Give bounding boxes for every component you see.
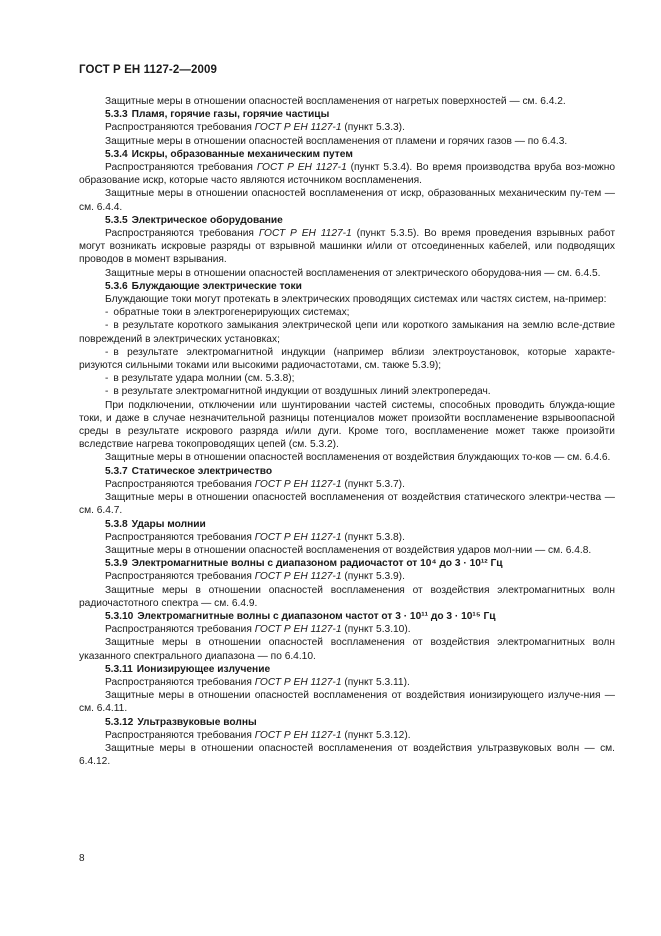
- section-number: 5.3.7: [105, 465, 128, 477]
- list-item: [79, 385, 615, 398]
- paragraph-text: Распространяются требования: [105, 531, 255, 543]
- paragraph: [79, 451, 615, 464]
- list-item-text: в результате удара молнии (см. 5.3.8);: [113, 373, 295, 385]
- standard-reference: ГОСТ Р ЕН 1127-1: [254, 478, 342, 490]
- paragraph-text: Защитные меры в отношении опасностей воспламенения от воздействия ультразвуковых волн — см. 6.4.12.: [79, 742, 615, 768]
- paragraph: [79, 689, 615, 715]
- section-title: Удары молнии: [131, 518, 206, 530]
- section-heading: [79, 108, 615, 121]
- standard-reference: ГОСТ Р ЕН 1127-1: [254, 122, 342, 134]
- section-heading: [79, 663, 615, 676]
- paragraph-text: Распространяются требования: [105, 122, 255, 134]
- paragraph: [79, 293, 615, 306]
- paragraph-text: Защитные меры в отношении опасностей воспламенения от воздействия ионизирующего излуче-ния — см. 6.4.11.: [79, 690, 615, 715]
- section-heading: [79, 716, 615, 729]
- list-item-text: в результате электромагнитной индукции (например вблизи электроустановок, которые характе-ризуются сильными токами или высокими радиочастотами, см. также 5.3.9);: [79, 346, 615, 372]
- paragraph: [79, 267, 615, 280]
- paragraph: [79, 742, 615, 768]
- standard-reference: ГОСТ Р ЕН 1127-1: [254, 729, 342, 741]
- paragraph-text: Распространяются требования: [105, 624, 255, 636]
- section-heading: [79, 518, 615, 531]
- paragraph: [79, 676, 615, 689]
- list-item-text: в результате электромагнитной индукции от воздушных линий электропередач.: [113, 386, 491, 398]
- standard-reference: ГОСТ Р ЕН 1127-1: [256, 162, 347, 174]
- section-heading: [79, 610, 615, 623]
- paragraph-text: Распространяются требования: [105, 571, 255, 583]
- section-title: Пламя, горячие газы, горячие частицы: [131, 109, 330, 121]
- paragraph-text: (пункт 5.3.4). Во время производства вруба воз-можно образование искр, которые часто являются источником воспламенения.: [79, 162, 616, 187]
- standard-reference: ГОСТ Р ЕН 1127-1: [254, 571, 342, 583]
- list-item: [79, 306, 615, 319]
- list-item: [79, 319, 615, 345]
- list-dash: -: [105, 373, 109, 385]
- section-heading: [79, 214, 615, 227]
- paragraph-text: Защитные меры в отношении опасностей воспламенения от воздействия ударов мол-нии — см. 6.4.8.: [105, 544, 592, 556]
- paragraph-text: Защитные меры в отношении опасностей воспламенения от воздействия электромагнитных волн указанного спектрального диапазона — по 6.4.10.: [79, 637, 615, 662]
- section-heading: [79, 557, 615, 570]
- paragraph: [79, 729, 615, 742]
- section-number: 5.3.3: [105, 109, 128, 121]
- list-dash: -: [105, 346, 109, 358]
- paragraph-text: Распространяются требования: [105, 478, 255, 490]
- section-title: Искры, образованные механическим путем: [131, 148, 353, 160]
- list-item: [79, 346, 615, 372]
- paragraph: [79, 187, 615, 213]
- paragraph-text: (пункт 5.3.7).: [341, 478, 405, 490]
- section-heading: [79, 148, 615, 161]
- paragraph: [79, 544, 615, 557]
- paragraph-text: Защитные меры в отношении опасностей воспламенения от пламени и горячих газов — по 6.4.3.: [105, 135, 568, 147]
- paragraph-text: (пункт 5.3.10).: [341, 624, 411, 636]
- paragraph: [79, 95, 615, 108]
- standard-reference: ГОСТ Р ЕН 1127-1: [258, 228, 352, 240]
- paragraph-text: Защитные меры в отношении опасностей воспламенения от искр, образованных механическим пу-тем — см. 6.4.4.: [79, 188, 615, 213]
- list-dash: -: [105, 307, 109, 319]
- paragraph-text: Распространяются требования: [105, 162, 257, 174]
- section-title: Ультразвуковые волны: [137, 716, 257, 728]
- paragraph: [79, 584, 615, 610]
- document-body: [79, 95, 615, 768]
- section-number: 5.3.5: [105, 214, 128, 226]
- paragraph: [79, 478, 615, 491]
- paragraph: [79, 491, 615, 517]
- list-item-text: обратные токи в электрогенерирующих системах;: [113, 307, 350, 319]
- paragraph-text: При подключении, отключении или шунтировании частей системы, способных проводить блужда-ющие токи, и даже в случае незначительной разницы потенциалов может произойти воспламенение взрывоопасной среды в результате искрового разряда и/или дуги. Кроме того, воспламенение может также произойти вследствие нагрева токопроводящих цепей (см. 5.3.2).: [79, 399, 615, 451]
- paragraph-text: (пункт 5.3.9).: [341, 571, 405, 583]
- section-title: Электрическое оборудование: [131, 214, 283, 226]
- list-dash: -: [105, 320, 109, 332]
- standard-reference: ГОСТ Р ЕН 1127-1: [254, 676, 342, 688]
- paragraph: [79, 121, 615, 134]
- page-number: 8: [79, 853, 85, 864]
- section-number: 5.3.12: [105, 716, 134, 728]
- paragraph: [79, 570, 615, 583]
- section-title: Ионизирующее излучение: [136, 663, 271, 675]
- section-heading: [79, 465, 615, 478]
- list-dash: -: [105, 386, 109, 398]
- document-header: ГОСТ Р ЕН 1127-2—2009: [79, 64, 217, 76]
- section-number: 5.3.8: [105, 518, 128, 530]
- section-title: Статическое электричество: [131, 465, 273, 477]
- list-item-text: в результате короткого замыкания электрической цепи или короткого замыкания на землю вслe-дствие повреждений в электрических установках;: [79, 320, 615, 345]
- standard-reference: ГОСТ Р ЕН 1127-1: [254, 531, 342, 543]
- paragraph-text: Защитные меры в отношении опасностей воспламенения от воздействия блуждающих то-ков — см. 6.4.6.: [105, 452, 611, 464]
- standard-reference: ГОСТ Р ЕН 1127-1: [254, 624, 342, 636]
- list-item: [79, 372, 615, 385]
- section-number: 5.3.10: [105, 610, 134, 622]
- paragraph-text: Распространяются требования: [105, 228, 259, 240]
- section-number: 5.3.11: [105, 663, 133, 675]
- paragraph-text: Защитные меры в отношении опасностей воспламенения от воздействия электромагнитных волн радиочастотного спектра — см. 6.4.9.: [79, 584, 615, 609]
- paragraph-text: Защитные меры в отношении опасностей воспламенения от электрического оборудова-ния — см. 6.4.5.: [105, 267, 601, 279]
- paragraph: [79, 531, 615, 544]
- section-title: Блуждающие электрические токи: [131, 280, 302, 292]
- section-number: 5.3.6: [105, 280, 128, 292]
- paragraph-text: (пункт 5.3.5). Во время проведения взрывных работ могут возникать искровые разряды от взрывной машинки и/или от отсоединенных кабелей, или подводящих проводов в момент взрывания.: [79, 228, 616, 266]
- section-title: Электромагнитные волны с диапазоном радиочастот от 10⁴ до 3 · 10¹² Гц: [131, 558, 503, 570]
- paragraph-text: Защитные меры в отношении опасностей воспламенения от воздействия статического электри-чества — см. 6.4.7.: [79, 492, 615, 517]
- paragraph: [79, 623, 615, 636]
- paragraph-text: Распространяются требования: [105, 729, 255, 741]
- section-title: Электромагнитные волны с диапазоном частот от 3 · 10¹¹ до 3 · 10¹⁵ Гц: [137, 610, 496, 622]
- paragraph: [79, 636, 615, 662]
- paragraph-text: (пункт 5.3.3).: [341, 122, 405, 134]
- paragraph-text: Блуждающие токи могут протекать в электрических проводящих системах или частях систем, на-пример:: [105, 294, 607, 306]
- paragraph: [79, 227, 615, 267]
- paragraph: [79, 399, 615, 452]
- section-heading: [79, 280, 615, 293]
- paragraph: [79, 161, 615, 187]
- paragraph-text: (пункт 5.3.8).: [341, 531, 405, 543]
- paragraph-text: Защитные меры в отношении опасностей воспламенения от нагретых поверхностей — см. 6.4.2.: [105, 96, 566, 107]
- paragraph: [79, 135, 615, 148]
- paragraph-text: (пункт 5.3.11).: [341, 676, 410, 688]
- section-number: 5.3.9: [105, 558, 128, 570]
- paragraph-text: Распространяются требования: [105, 676, 255, 688]
- section-number: 5.3.4: [105, 148, 128, 160]
- paragraph-text: (пункт 5.3.12).: [341, 729, 411, 741]
